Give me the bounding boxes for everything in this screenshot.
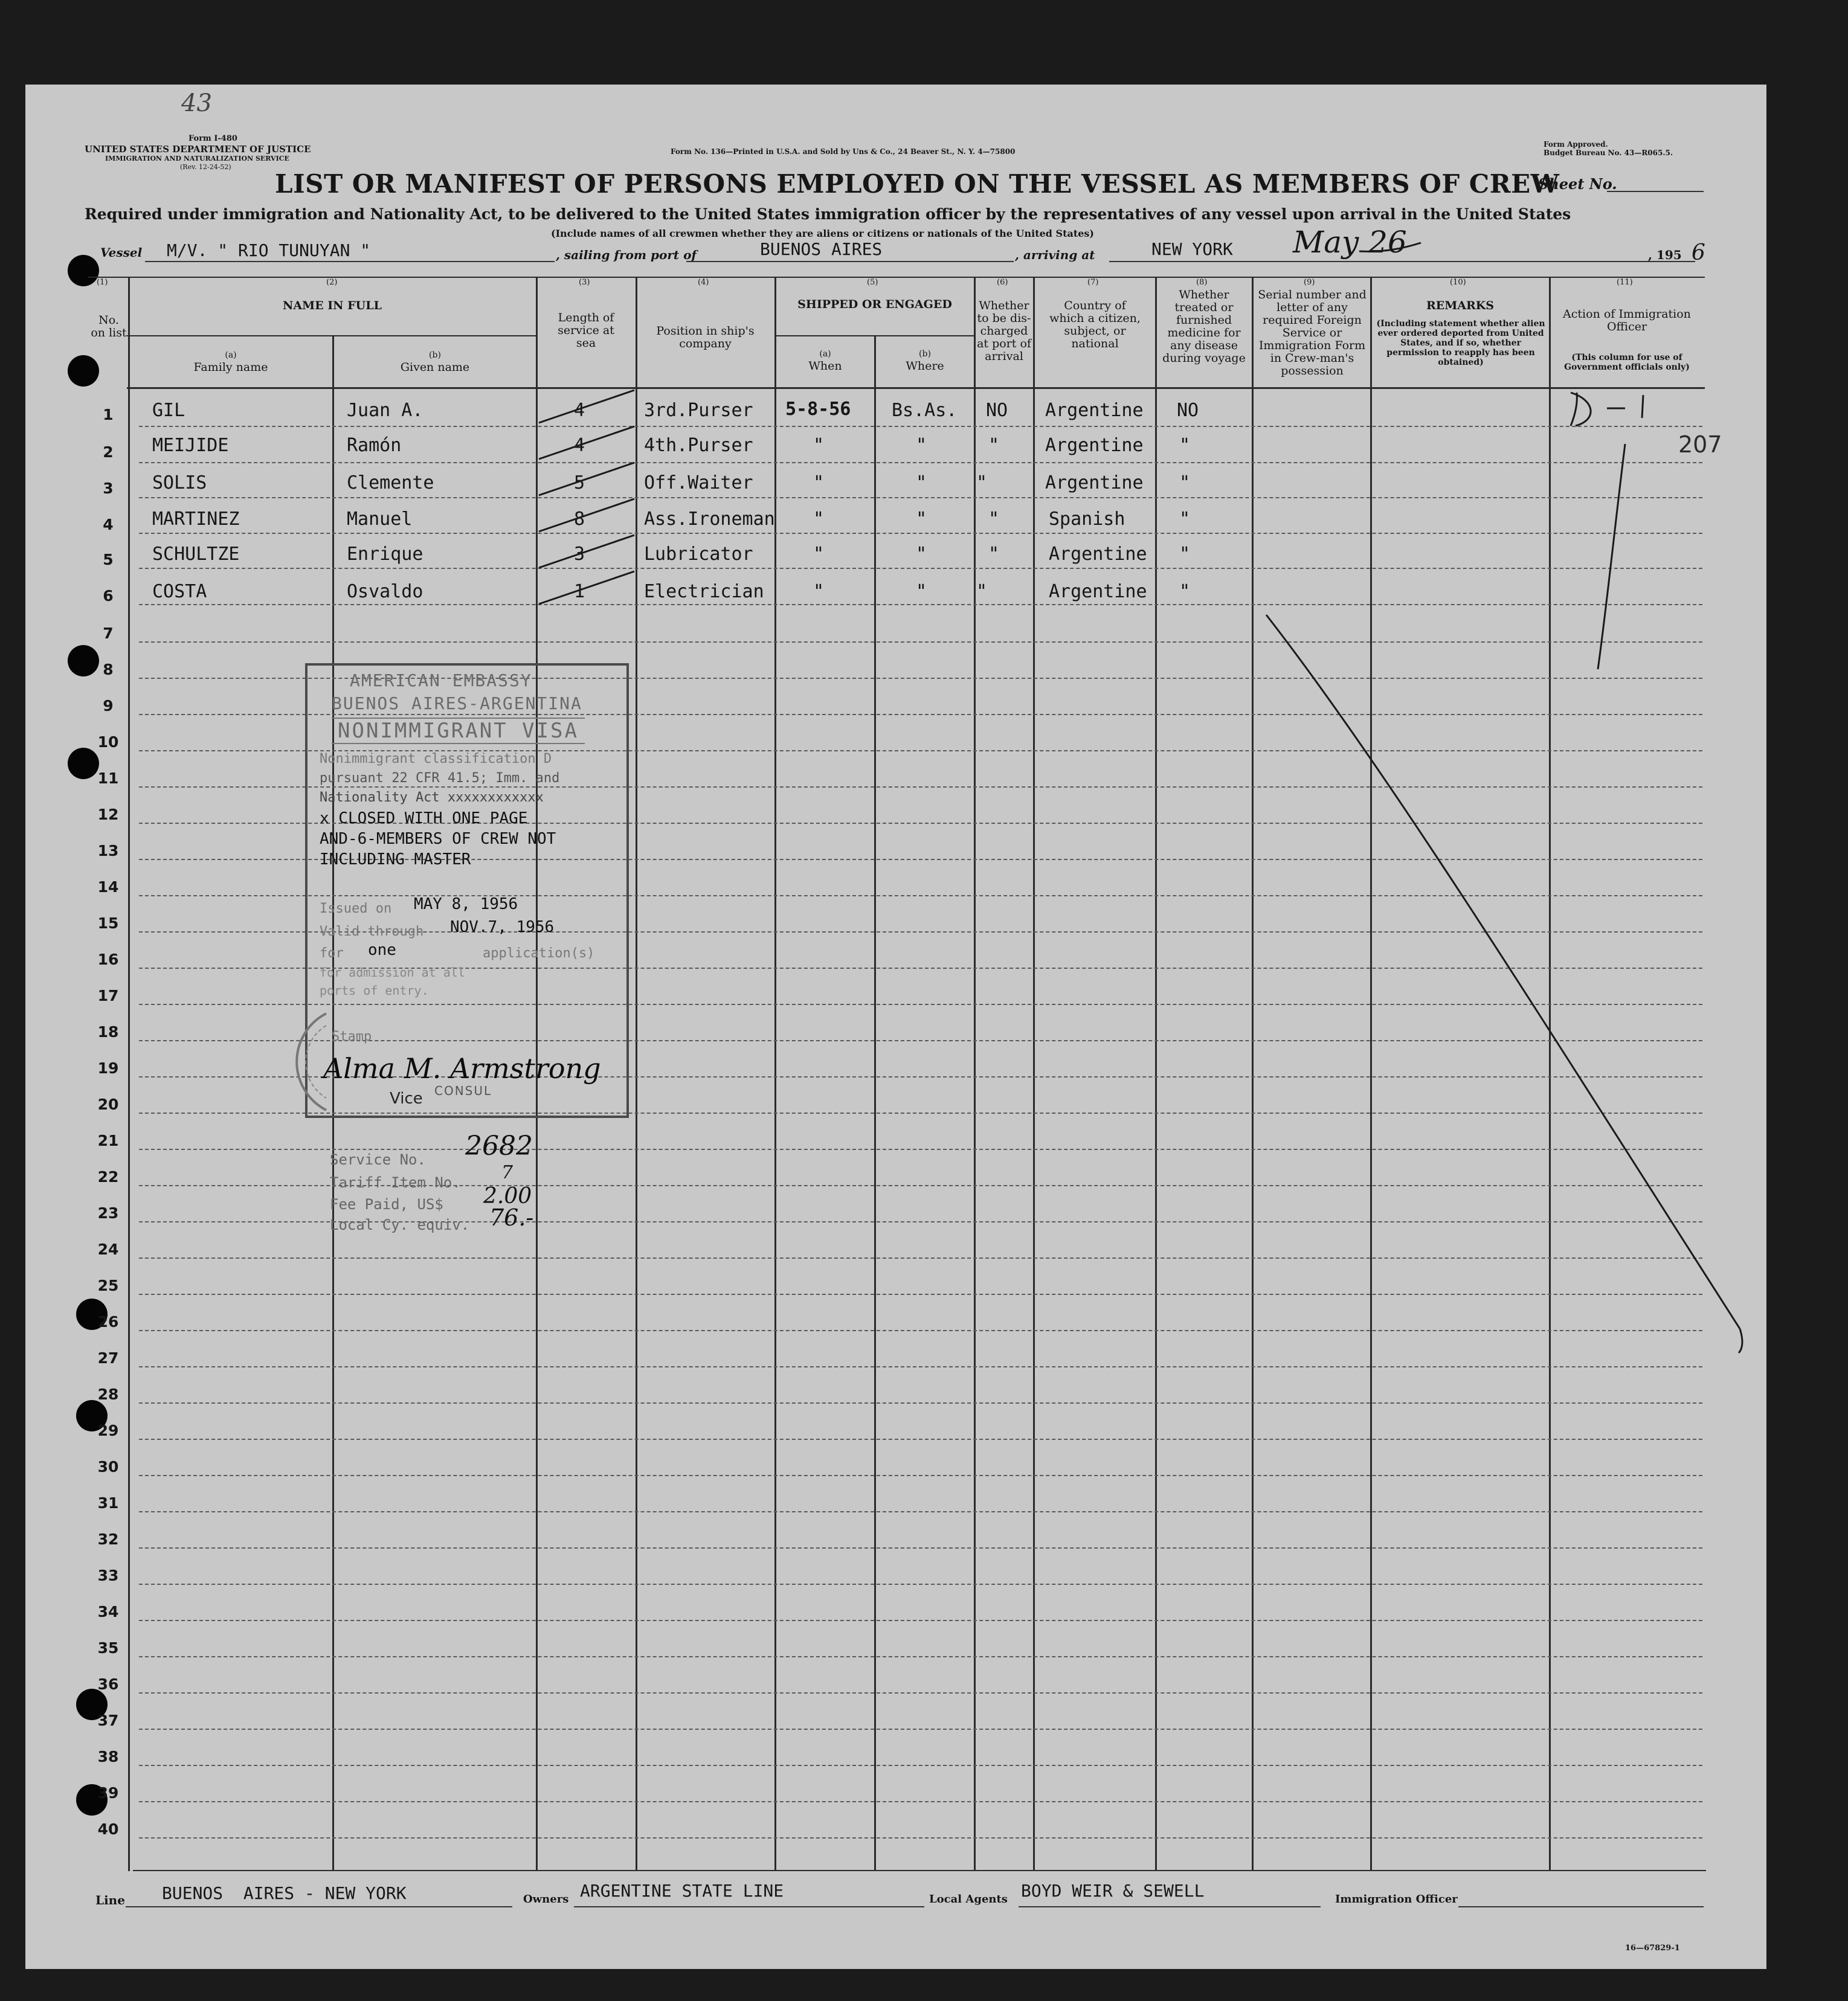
row-number: 15 bbox=[97, 914, 119, 932]
row-number: 31 bbox=[97, 1494, 119, 1512]
stamp-visa-type: NONIMMIGRANT VISA bbox=[332, 718, 585, 744]
form-code: 16—67829-1 bbox=[1625, 1944, 1680, 1953]
position: Off.Waiter bbox=[644, 472, 753, 493]
column-number: (3) bbox=[579, 278, 590, 287]
service-number: 2682 bbox=[465, 1131, 533, 1161]
handwritten-mark: 43 bbox=[181, 89, 212, 117]
row-number: 9 bbox=[103, 697, 114, 715]
printer-note: Form No. 136—Printed in U.S.A. and Sold by Uns & Co., 24 Beaver St., N. Y. 4—75800 bbox=[671, 147, 1016, 156]
column-number: (10) bbox=[1450, 278, 1466, 287]
row-number: 26 bbox=[97, 1313, 119, 1331]
year-prefix: , 195 bbox=[1648, 248, 1682, 262]
row-number: 13 bbox=[97, 842, 119, 859]
position: Electrician bbox=[644, 581, 764, 602]
department-name: UNITED STATES DEPARTMENT OF JUSTICE bbox=[85, 144, 311, 155]
sailing-label: , sailing from port of bbox=[556, 248, 697, 262]
line-underline bbox=[126, 1906, 512, 1907]
row-number: 23 bbox=[97, 1204, 119, 1222]
row-number: 7 bbox=[103, 625, 114, 642]
shipped-where: " bbox=[916, 472, 927, 493]
header-where-letter: (b) bbox=[919, 349, 931, 359]
stamp-embassy: AMERICAN EMBASSY bbox=[350, 670, 532, 690]
length-of-service: 5 bbox=[574, 472, 585, 493]
position: Ass.Ironeman bbox=[644, 509, 775, 530]
header-action-note: (This column for use of Government officials only) bbox=[1564, 353, 1690, 372]
header-remarks: REMARKS bbox=[1426, 299, 1495, 312]
stamp-closed: x CLOSED WITH ONE PAGE bbox=[320, 809, 528, 827]
medicine: " bbox=[1179, 544, 1191, 565]
header-family-letter: (a) bbox=[225, 350, 237, 360]
consular-signature: Alma M. Armstrong bbox=[323, 1052, 601, 1085]
country: Spanish bbox=[1049, 509, 1125, 530]
row-number: 37 bbox=[97, 1712, 119, 1729]
discharged: " bbox=[988, 544, 1000, 565]
header-action-of-officer: Action of Immigration Officer bbox=[1563, 307, 1691, 333]
row-number: 6 bbox=[103, 587, 114, 605]
row-number: 3 bbox=[103, 480, 114, 497]
row-number: 4 bbox=[103, 516, 114, 533]
discharged: NO bbox=[986, 400, 1008, 421]
header-number-on-list: No. on list bbox=[91, 313, 127, 339]
stamp-for-value: one bbox=[368, 941, 396, 959]
shipped-when: " bbox=[813, 544, 825, 565]
discharged: " bbox=[988, 435, 1000, 456]
header-discharged: Whether to be dis-charged at port of arrival bbox=[977, 299, 1031, 363]
row-number: 17 bbox=[97, 987, 119, 1004]
arrival-date-handwritten: May 26 bbox=[1293, 225, 1407, 260]
position: 3rd.Purser bbox=[644, 400, 753, 421]
fee-paid-label: Fee Paid, US$ bbox=[330, 1196, 443, 1213]
stamp-ports: ports of entry. bbox=[320, 983, 429, 998]
shipped-where: Bs.As. bbox=[892, 400, 958, 421]
owners-label: Owners bbox=[523, 1893, 569, 1906]
stamp-members: AND-6-MEMBERS OF CREW NOT bbox=[320, 830, 556, 848]
form-approved: Form Approved. bbox=[1544, 140, 1608, 149]
header-shipped-or-engaged: SHIPPED OR ENGAGED bbox=[797, 298, 952, 311]
row-number: 8 bbox=[103, 661, 114, 678]
owners: ARGENTINE STATE LINE bbox=[580, 1881, 784, 1901]
line-label: Line bbox=[95, 1893, 125, 1907]
header-position: Position in ship's company bbox=[656, 324, 755, 350]
given-name: Osvaldo bbox=[347, 581, 423, 602]
column-number: (7) bbox=[1087, 278, 1099, 287]
count-note: 207 bbox=[1678, 431, 1722, 458]
family-name: SOLIS bbox=[152, 472, 207, 493]
tariff-item-label: Tariff Item No. bbox=[330, 1174, 461, 1191]
fee-paid: 2.00 bbox=[483, 1184, 532, 1209]
country: Argentine bbox=[1045, 435, 1144, 456]
local-currency-label: Local Cy. equiv. bbox=[330, 1216, 470, 1233]
row-number: 25 bbox=[97, 1277, 119, 1294]
row-number: 21 bbox=[97, 1132, 119, 1149]
row-number: 39 bbox=[97, 1784, 119, 1802]
given-name: Ramón bbox=[347, 435, 402, 456]
medicine: NO bbox=[1177, 400, 1199, 421]
country: Argentine bbox=[1045, 400, 1144, 421]
row-number: 27 bbox=[97, 1349, 119, 1367]
family-name: SCHULTZE bbox=[152, 544, 240, 565]
discharged: " bbox=[988, 509, 1000, 530]
budget-bureau: Budget Bureau No. 43—R065.5. bbox=[1544, 149, 1673, 157]
visa-stamp bbox=[305, 663, 629, 1118]
column-number: (5) bbox=[867, 278, 878, 287]
vessel-label: Vessel bbox=[100, 245, 143, 260]
row-number: 2 bbox=[103, 443, 114, 461]
row-number: 14 bbox=[97, 878, 119, 896]
header-country: Country of which a citizen, subject, or national bbox=[1049, 299, 1141, 350]
country: Argentine bbox=[1049, 581, 1147, 602]
family-name: COSTA bbox=[152, 581, 207, 602]
stamp-classification: Nonimmigrant classification D bbox=[320, 751, 552, 766]
row-number: 30 bbox=[97, 1458, 119, 1476]
row-number: 35 bbox=[97, 1639, 119, 1657]
local-agents: BOYD WEIR & SEWELL bbox=[1021, 1881, 1205, 1901]
shipped-when: " bbox=[813, 472, 825, 493]
header-given-letter: (b) bbox=[429, 350, 441, 360]
row-number: 18 bbox=[97, 1023, 119, 1041]
arriving-label: , arriving at bbox=[1015, 248, 1095, 262]
medicine: " bbox=[1179, 435, 1191, 456]
sheet-number-label: Sheet No. bbox=[1538, 175, 1617, 193]
row-number: 29 bbox=[97, 1422, 119, 1439]
shipped-when: 5-8-56 bbox=[785, 399, 851, 420]
shipped-when: " bbox=[813, 509, 825, 530]
shipped-where: " bbox=[916, 581, 927, 602]
length-of-service: 3 bbox=[574, 544, 585, 565]
tariff-item: 7 bbox=[501, 1162, 514, 1183]
given-name: Enrique bbox=[347, 544, 423, 565]
local-agents-label: Local Agents bbox=[929, 1893, 1008, 1906]
document-subtitle: Required under immigration and Nationality Act, to be delivered to the United States immigration officer by the representatives of any vessel upon arrival in the United States bbox=[85, 205, 1571, 223]
agents-underline bbox=[1019, 1906, 1321, 1907]
column-number: (6) bbox=[997, 278, 1008, 287]
row-number: 36 bbox=[97, 1675, 119, 1693]
shipped-where: " bbox=[916, 435, 927, 456]
header-length-of-service: Length of service at sea bbox=[558, 311, 614, 350]
service-name: IMMIGRATION AND NATURALIZATION SERVICE bbox=[105, 155, 289, 162]
header-when: When bbox=[808, 359, 842, 373]
shipped-where: " bbox=[916, 544, 927, 565]
stamp-location: BUENOS AIRES-ARGENTINA bbox=[332, 693, 582, 713]
discharged: " bbox=[976, 472, 988, 493]
form-revision: (Rev. 12-24-52) bbox=[180, 163, 231, 171]
row-number: 10 bbox=[97, 733, 119, 751]
service-number-label: Service No. bbox=[330, 1151, 426, 1168]
document-note: (Include names of all crewmen whether they are aliens or citizens or nationals of the United States) bbox=[551, 228, 1094, 239]
row-number: 5 bbox=[103, 551, 114, 568]
column-number: (8) bbox=[1196, 278, 1208, 287]
column-number: (1) bbox=[97, 278, 108, 287]
row-number: 22 bbox=[97, 1168, 119, 1186]
position: 4th.Purser bbox=[644, 435, 753, 456]
row-number: 11 bbox=[97, 769, 119, 787]
stamp-issued-date: MAY 8, 1956 bbox=[414, 895, 518, 913]
owners-underline bbox=[574, 1906, 924, 1907]
document-title: LIST OR MANIFEST OF PERSONS EMPLOYED ON THE VESSEL AS MEMBERS OF CREW bbox=[275, 169, 1560, 199]
line-route: BUENOS AIRES - NEW YORK bbox=[162, 1883, 407, 1903]
discharged: " bbox=[976, 581, 988, 602]
row-number: 38 bbox=[97, 1748, 119, 1765]
given-name: Juan A. bbox=[347, 400, 423, 421]
row-number: 20 bbox=[97, 1096, 119, 1113]
shipped-when: " bbox=[813, 435, 825, 456]
year-digit-handwritten: 6 bbox=[1692, 240, 1705, 265]
medicine: " bbox=[1179, 509, 1191, 530]
length-of-service: 8 bbox=[574, 509, 585, 530]
column-number: (4) bbox=[698, 278, 709, 287]
stamp-valid-date: NOV.7, 1956 bbox=[450, 918, 555, 936]
stamp-vice: Vice bbox=[390, 1090, 423, 1108]
port-from: BUENOS AIRES bbox=[760, 239, 883, 259]
officer-underline bbox=[1458, 1906, 1704, 1907]
form-number: Form I-480 bbox=[188, 134, 237, 143]
row-number: 34 bbox=[97, 1603, 119, 1620]
port-to: NEW YORK bbox=[1151, 239, 1233, 259]
header-where: Where bbox=[906, 359, 944, 373]
country: Argentine bbox=[1049, 544, 1147, 565]
stamp-applications: application(s) bbox=[483, 946, 595, 961]
given-name: Clemente bbox=[347, 472, 434, 493]
vessel-name: M/V. " RIO TUNUYAN " bbox=[167, 240, 371, 260]
family-name: MARTINEZ bbox=[152, 509, 240, 530]
medicine: " bbox=[1179, 472, 1191, 493]
row-number: 40 bbox=[97, 1820, 119, 1838]
country: Argentine bbox=[1045, 472, 1144, 493]
stamp-consul: CONSUL bbox=[434, 1084, 492, 1098]
family-name: MEIJIDE bbox=[152, 435, 229, 456]
shipped-when: " bbox=[813, 581, 825, 602]
header-name-in-full: NAME IN FULL bbox=[283, 299, 382, 312]
header-given-name: Given name bbox=[400, 361, 470, 374]
stamp-issued-label: Issued on bbox=[320, 901, 392, 916]
row-number: 32 bbox=[97, 1530, 119, 1548]
length-of-service: 4 bbox=[574, 400, 585, 421]
header-medicine: Whether treated or furnished medicine for any disease during voyage bbox=[1162, 288, 1246, 365]
medicine: " bbox=[1179, 581, 1191, 602]
row-number: 33 bbox=[97, 1567, 119, 1584]
row-number: 1 bbox=[103, 406, 114, 423]
length-of-service: 4 bbox=[574, 435, 585, 456]
row-number: 16 bbox=[97, 951, 119, 968]
row-number: 19 bbox=[97, 1059, 119, 1077]
header-family-name: Family name bbox=[193, 361, 268, 374]
row-number: 12 bbox=[97, 806, 119, 823]
row-number: 24 bbox=[97, 1241, 119, 1258]
stamp-master: INCLUDING MASTER bbox=[320, 850, 471, 869]
header-serial-number: Serial number and letter of any required Foreign Service or Immigration Form in Crew-man's possession bbox=[1258, 288, 1367, 377]
stamp-seal-label: Stamp bbox=[332, 1029, 372, 1044]
embassy-seal bbox=[266, 1007, 338, 1116]
header-remarks-note: (Including statement whether alien ever ordered deported from United States, and if so, whether permission to reapply has been obtained) bbox=[1376, 319, 1545, 367]
stamp-for-label: for bbox=[320, 946, 344, 961]
family-name: GIL bbox=[152, 400, 185, 421]
position: Lubricator bbox=[644, 544, 753, 565]
column-number: (11) bbox=[1617, 278, 1633, 287]
local-currency: 76.- bbox=[489, 1204, 534, 1231]
shipped-where: " bbox=[916, 509, 927, 530]
column-number: (9) bbox=[1304, 278, 1315, 287]
row-number: 28 bbox=[97, 1386, 119, 1403]
stamp-act: Nationality Act xxxxxxxxxxxx bbox=[320, 790, 544, 805]
header-when-letter: (a) bbox=[819, 349, 831, 359]
column-number: (2) bbox=[326, 278, 338, 287]
stamp-admission: for admission at all bbox=[320, 965, 465, 980]
given-name: Manuel bbox=[347, 509, 413, 530]
stamp-valid-label: Valid through bbox=[320, 924, 424, 939]
immigration-officer-label: Immigration Officer bbox=[1335, 1893, 1458, 1906]
length-of-service: 1 bbox=[574, 581, 585, 602]
stamp-regulation: pursuant 22 CFR 41.5; Imm. and bbox=[320, 771, 560, 786]
